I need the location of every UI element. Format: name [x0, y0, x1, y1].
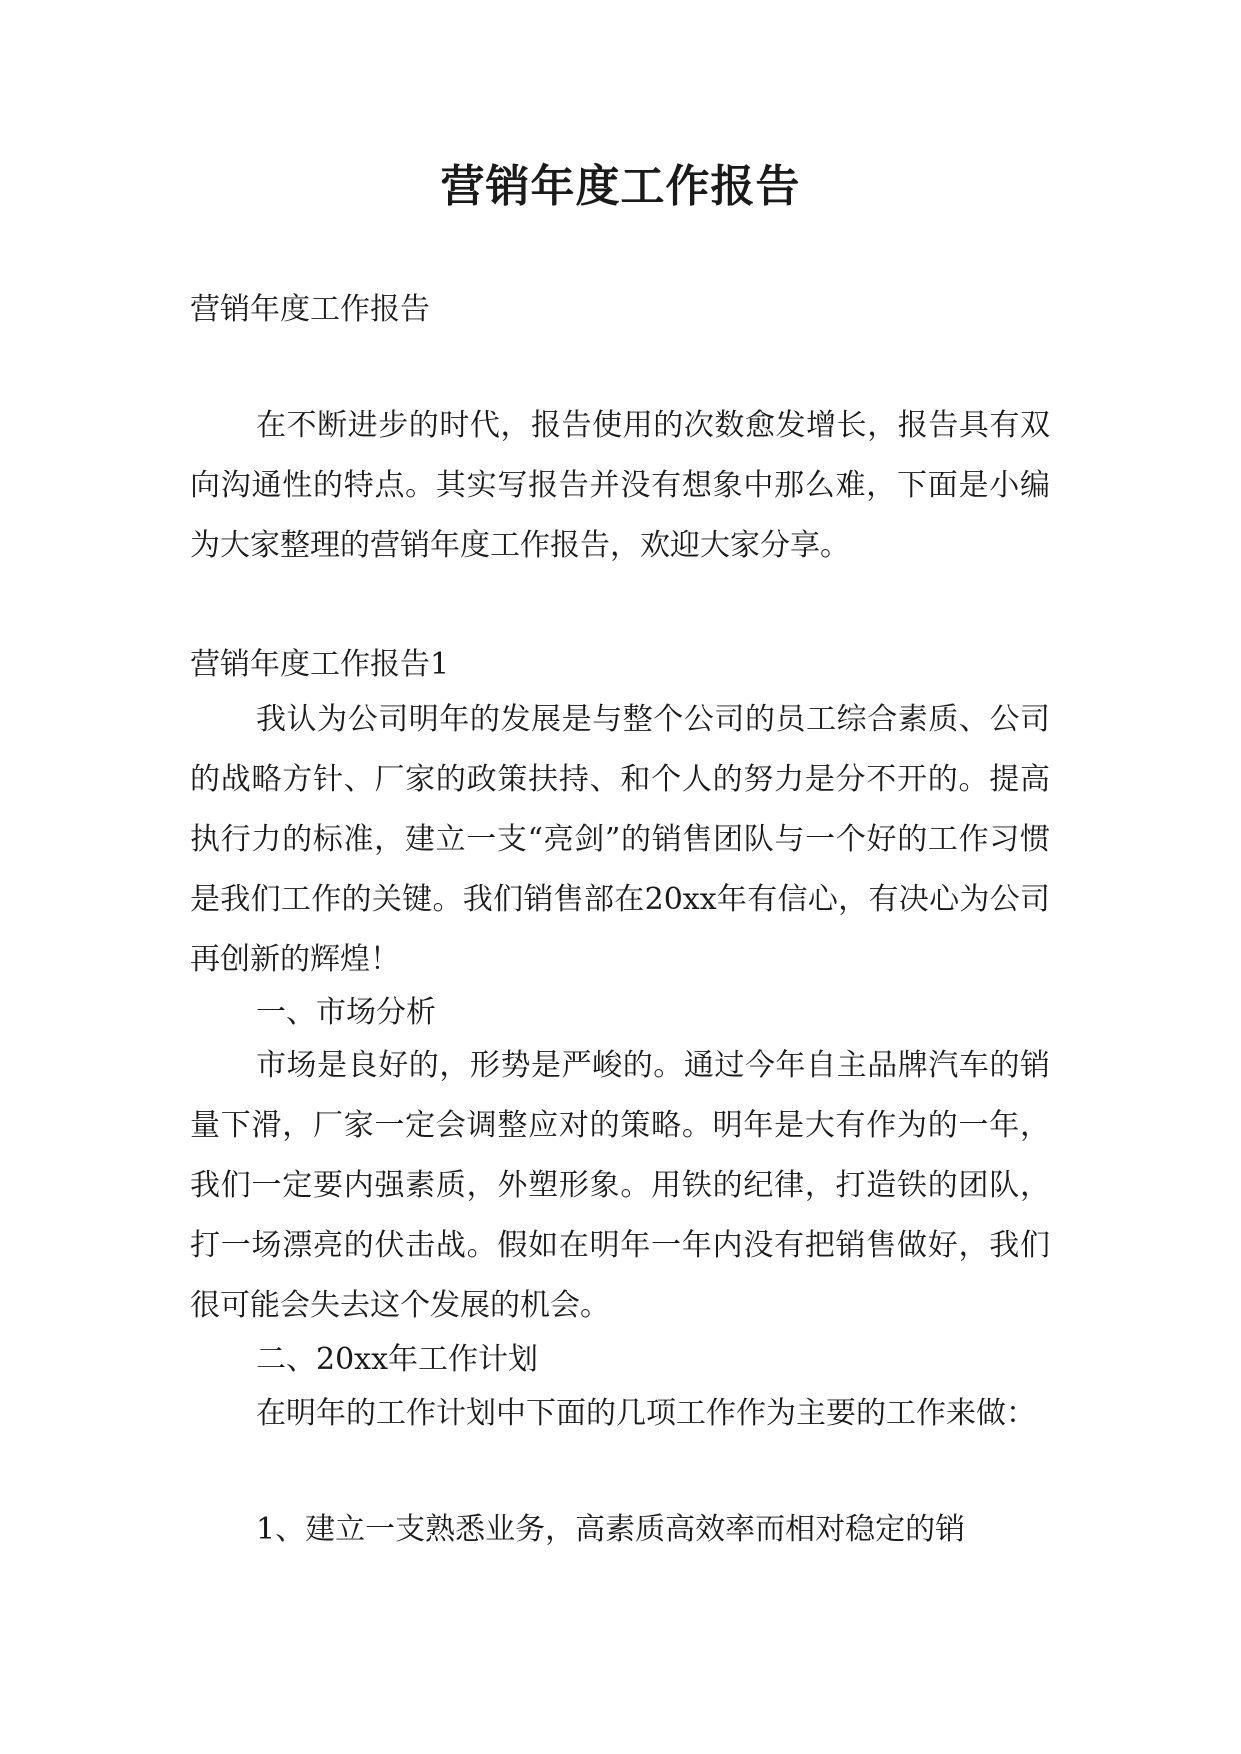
paragraph-4: 1、建立一支熟悉业务，高素质高效率而相对稳定的销: [256, 1512, 966, 1547]
heading-work-plan: 二、20xx年工作计划: [256, 1342, 539, 1377]
paragraph-3: 在明年的工作计划中下面的几项工作作为主要的工作来做：: [256, 1396, 1036, 1431]
heading-market-analysis: 一、市场分析: [256, 995, 436, 1030]
section-title: 营销年度工作报告1: [190, 647, 450, 682]
paragraph-2: 市场是良好的，形势是严峻的。通过今年自主品牌汽车的销量下滑，厂家一定会调整应对的策略。明年是大有作为的一年，我们一定要内强素质，外塑形象。用铁的纪律，打造铁的团队，打一场漂亮的伏击战。假如在明年一年内没有把销售做好，我们很可能会失去这个发展的机会。: [190, 1048, 1050, 1323]
paragraph-1: 我认为公司明年的发展是与整个公司的员工综合素质、公司的战略方针、厂家的政策扶持、和个人的努力是分不开的。提高执行力的标准，建立一支“亮剑”的销售团队与一个好的工作习惯是我们工作的关键。我们销售部在20xx年有信心，有决心为公司再创新的辉煌！: [190, 702, 1050, 977]
intro-paragraph: 在不断进步的时代，报告使用的次数愈发增长，报告具有双向沟通性的特点。其实写报告并没有想象中那么难，下面是小编为大家整理的营销年度工作报告，欢迎大家分享。: [190, 408, 1050, 563]
document-title: 营销年度工作报告: [440, 161, 801, 212]
document-subtitle: 营销年度工作报告: [190, 292, 430, 327]
